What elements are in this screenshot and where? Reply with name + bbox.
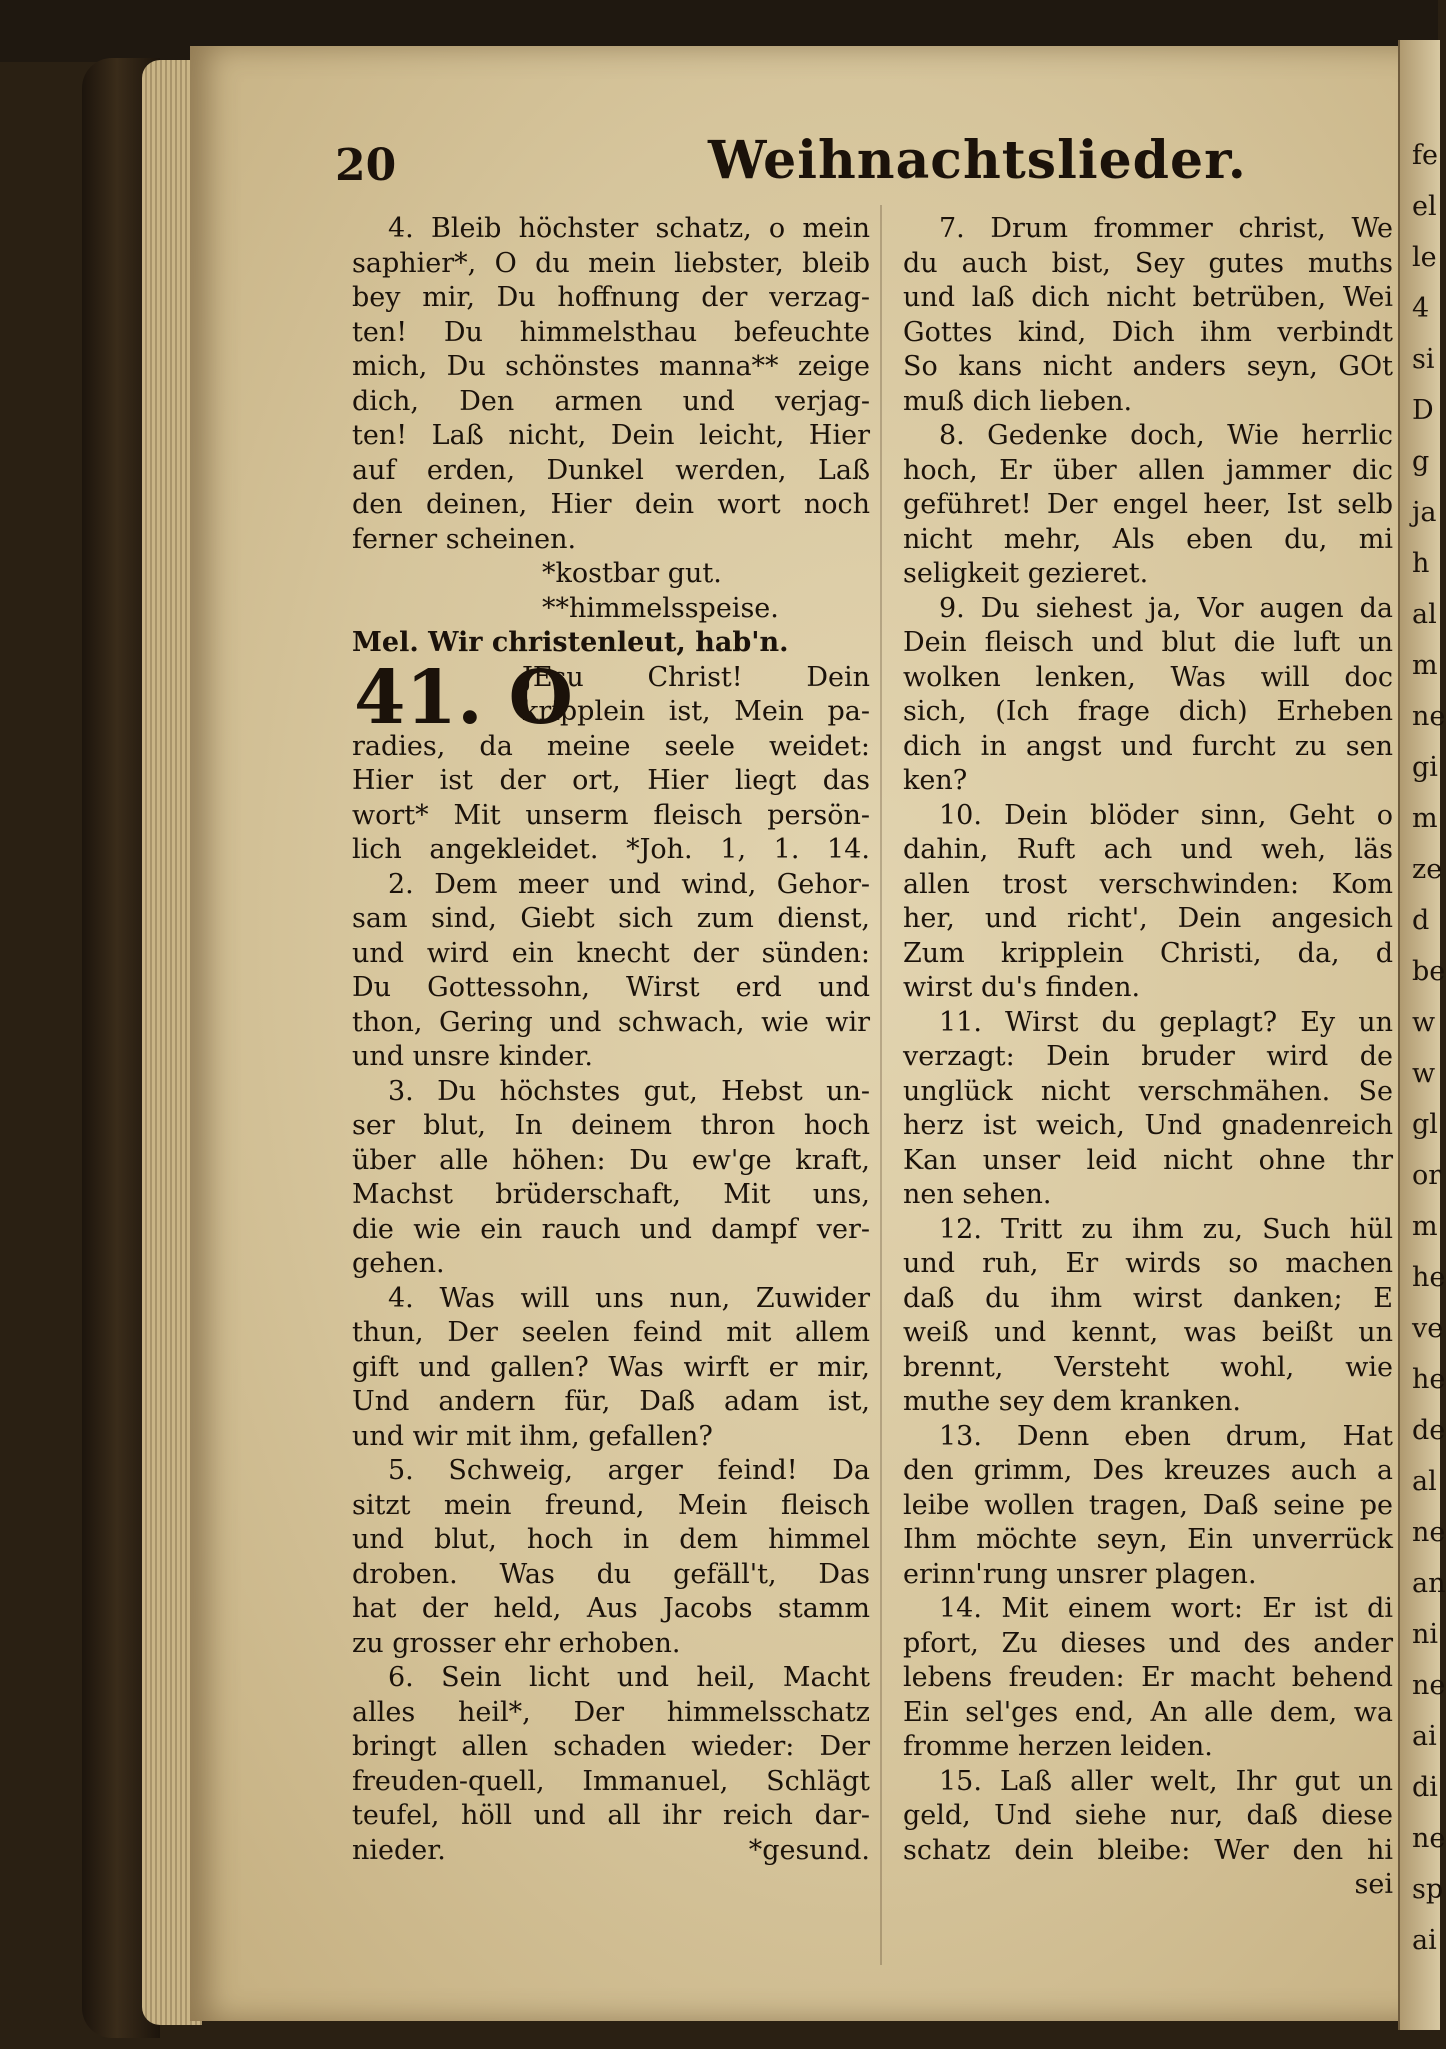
text-line: radies, da meine seele weidet:: [352, 730, 870, 762]
next-page-fragment: fe: [1412, 140, 1438, 171]
text-line: droben. Was du gefäll't, Das: [352, 1558, 870, 1590]
text-line: ferner scheinen.: [352, 523, 577, 555]
right-column: [903, 212, 1393, 1903]
text-line: sam sind, Giebt sich zum dienst,: [352, 903, 870, 934]
text-line: 15. Laß aller welt, Ihr gut un: [939, 1765, 1393, 1797]
text-line: Machst brüderschaft, Mit uns,: [352, 1179, 870, 1210]
text-line: zu grosser ehr erhoben.: [352, 1627, 681, 1659]
text-line: ser blut, In deinem thron hoch: [352, 1110, 870, 1141]
next-page-fragment: gi: [1412, 752, 1438, 783]
text-line: 9. Du siehest ja, Vor augen da: [939, 592, 1393, 624]
text-line: teufel, höll und all ihr reich dar-: [352, 1800, 870, 1831]
text-line: So kans nicht anders seyn, GOt: [903, 351, 1393, 382]
text-line: Zum kripplein Christi, da, d: [903, 937, 1393, 969]
text-line: 11. Wirst du geplagt? Ey un: [939, 1006, 1393, 1038]
text-line: auf erden, Dunkel werden, Laß: [352, 454, 870, 486]
text-line: 10. Dein blöder sinn, Geht o: [939, 799, 1393, 831]
next-page-fragment: w: [1412, 1007, 1436, 1038]
text-line: 14. Mit einem wort: Er ist di: [939, 1593, 1393, 1624]
text-line: 6. Sein licht und heil, Macht: [388, 1662, 870, 1693]
next-page-fragment: ai: [1412, 1721, 1437, 1752]
text-line: dich, Den armen und verjag-: [352, 385, 870, 417]
text-line: Dein fleisch und blut die luft un: [903, 627, 1393, 658]
text-line: unglück nicht verschmähen. Se: [903, 1075, 1393, 1107]
next-page-fragment: h: [1412, 548, 1430, 579]
text-line: Du Gottessohn, Wirst erd und: [352, 972, 870, 1003]
text-line: ten! Du himmelsthau befeuchte: [352, 316, 870, 348]
text-line: und unsre kinder.: [352, 1041, 593, 1072]
hymn-40-ending: [352, 212, 870, 557]
text-line: sich, (Ich frage dich) Erheben: [903, 696, 1393, 727]
text-line: ken?: [903, 765, 968, 796]
text-line: den grimm, Des kreuzes auch a: [903, 1455, 1393, 1486]
next-page-fragment: he: [1412, 1262, 1446, 1293]
text-line: 12. Tritt zu ihm zu, Such hül: [939, 1213, 1393, 1245]
text-line: 4. Was will uns nun, Zuwider: [388, 1282, 870, 1314]
text-line: 13. Denn eben drum, Hat: [939, 1420, 1393, 1452]
next-page-fragment: le: [1412, 242, 1437, 273]
next-page-fragment: g: [1412, 446, 1430, 477]
text-line: und ruh, Er wirds so machen: [903, 1248, 1393, 1279]
text-line: du auch bist, Sey gutes muths: [903, 247, 1393, 279]
next-page-fragment: ne: [1412, 1823, 1446, 1854]
text-line: gehen.: [352, 1248, 445, 1279]
text-line: her, und richt', Dein angesich: [903, 903, 1393, 934]
next-page-fragment: be: [1412, 956, 1446, 987]
text-line: Hier ist der ort, Hier liegt das: [352, 765, 870, 796]
text-line: sei: [1354, 1869, 1393, 1900]
text-line: 2. Dem meer und wind, Gehor-: [388, 868, 870, 900]
next-page-fragment: di: [1412, 1772, 1438, 1803]
text-line: pfort, Zu dieses und des ander: [903, 1627, 1393, 1659]
text-line: leibe wollen tragen, Daß seine pe: [903, 1489, 1393, 1521]
text-line: muthe sey dem kranken.: [903, 1386, 1241, 1417]
next-page-fragment: d: [1412, 905, 1430, 936]
text-line: Und andern für, Daß adam ist,: [352, 1386, 870, 1417]
next-page-fragment: 4: [1412, 293, 1430, 324]
next-page-fragment: m: [1412, 1211, 1438, 1242]
text-line: und blut, hoch in dem himmel: [352, 1524, 870, 1555]
text-line: nieder. *gesund.: [352, 1834, 870, 1866]
next-page-fragment: m: [1412, 803, 1438, 834]
text-line: thun, Der seelen feind mit allem: [352, 1317, 870, 1348]
text-line: 4. Bleib höchster schatz, o mein: [388, 213, 870, 244]
text-line: Kan unser leid nicht ohne thr: [903, 1144, 1393, 1176]
text-line: dahin, Ruft ach und weh, läs: [903, 834, 1393, 865]
text-line: die wie ein rauch und dampf ver-: [352, 1213, 870, 1245]
next-page-fragment: al: [1412, 1466, 1437, 1497]
next-page-fragment: or: [1412, 1160, 1442, 1191]
footnote: **himmelsspeise.: [542, 592, 779, 624]
text-line: freuden-quell, Immanuel, Schlägt: [352, 1765, 870, 1797]
hymn-41: [352, 654, 870, 1869]
next-page-fragment: he: [1412, 1364, 1446, 1395]
text-line: mich, Du schönstes manna** zeige: [352, 351, 870, 382]
text-line: 8. Gedenke doch, Wie herrlic: [939, 420, 1393, 451]
text-line: 7. Drum frommer christ, We: [939, 213, 1393, 244]
next-page-fragment: ne: [1412, 1517, 1446, 1548]
column-divider: [880, 205, 882, 1965]
next-page-fragment: gl: [1412, 1109, 1438, 1140]
next-page-fragment: de: [1412, 1415, 1446, 1446]
text-line: thon, Gering und schwach, wie wir: [352, 1006, 870, 1038]
next-page-fragment: ve: [1412, 1313, 1444, 1344]
text-line: 3. Du höchstes gut, Hebst un-: [388, 1075, 870, 1107]
next-page-fragment: ne: [1412, 701, 1446, 732]
text-line: über alle höhen: Du ew'ge kraft,: [352, 1144, 870, 1176]
next-page-fragment: el: [1412, 191, 1437, 222]
text-line: und laß dich nicht betrüben, Wei: [903, 282, 1393, 313]
next-page-fragment: sp: [1412, 1874, 1444, 1905]
text-line: Ihm möchte seyn, Ein unverrück: [903, 1524, 1393, 1555]
text-line: kripplein ist, Mein pa-: [522, 696, 870, 727]
text-line: hat der held, Aus Jacobs stamm: [352, 1593, 870, 1624]
text-line: 5. Schweig, arger feind! Da: [388, 1455, 870, 1486]
next-page-fragment: ni: [1412, 1619, 1439, 1650]
text-line: ten! Laß nicht, Dein leicht, Hier: [352, 420, 870, 451]
next-page-fragment: ai: [1412, 1925, 1437, 1956]
text-line: hoch, Er über allen jammer dic: [903, 454, 1393, 486]
text-line: saphier*, O du mein liebster, bleib: [352, 247, 870, 279]
text-line: weiß und kennt, was beißt un: [903, 1317, 1393, 1348]
text-line: schatz dein bleibe: Wer den hi: [903, 1834, 1393, 1866]
text-line: muß dich lieben.: [903, 385, 1133, 417]
running-head: Weihnachtslieder.: [708, 130, 1247, 191]
text-line: wirst du's finden.: [903, 972, 1141, 1003]
hymn-number-dropcap: 41. O: [354, 654, 573, 741]
text-line: verzagt: Dein bruder wird de: [903, 1041, 1393, 1072]
text-line: gift und gallen? Was wirft er mir,: [352, 1351, 870, 1383]
text-line: daß du ihm wirst danken; E: [903, 1282, 1393, 1314]
text-line: bey mir, Du hoffnung der verzag-: [352, 282, 870, 313]
footnote: *kostbar gut.: [542, 558, 722, 589]
text-line: dich in angst und furcht zu sen: [903, 730, 1393, 762]
next-page-fragment: ja: [1412, 497, 1437, 528]
next-page-fragment: ze: [1412, 854, 1443, 885]
text-line: nen sehen.: [903, 1179, 1052, 1210]
text-line: herz ist weich, Und gnadenreich: [903, 1110, 1393, 1141]
text-line: allen trost verschwinden: Kom: [903, 868, 1393, 900]
next-page-fragment: al: [1412, 599, 1437, 630]
melody-indication: Mel. Wir christenleut, hab'n.: [352, 627, 789, 658]
text-line: wort* Mit unserm fleisch persön-: [352, 799, 870, 831]
left-column: [352, 212, 870, 1868]
text-line: seligkeit gezieret.: [903, 558, 1149, 589]
text-line: erinn'rung unsrer plagen.: [903, 1558, 1257, 1590]
text-line: nicht mehr, Als eben du, mi: [903, 523, 1393, 555]
text-line: lebens freuden: Er macht behend: [903, 1662, 1393, 1693]
text-line: und wir mit ihm, gefallen?: [352, 1420, 713, 1452]
next-page-fragment: an: [1412, 1568, 1446, 1599]
text-line: geld, Und siehe nur, daß diese: [903, 1800, 1393, 1831]
page-number: 20: [335, 140, 397, 191]
text-line: und wird ein knecht der sünden:: [352, 937, 870, 969]
text-line: JEsu Christ! Dein: [522, 661, 870, 693]
text-line: lich angekleidet. *Joh. 1, 1. 14.: [352, 834, 870, 865]
next-page-fragment: m: [1412, 650, 1438, 681]
text-line: alles heil*, Der himmelsschatz: [352, 1696, 870, 1728]
text-line: wolken lenken, Was will doc: [903, 661, 1393, 693]
next-page-fragment: w: [1412, 1058, 1436, 1089]
text-line: Ein sel'ges end, An alle dem, wa: [903, 1696, 1393, 1728]
next-page-fragment: si: [1412, 344, 1435, 375]
text-line: geführet! Der engel heer, Ist selb: [903, 489, 1393, 520]
text-line: Gottes kind, Dich ihm verbindt: [903, 316, 1393, 348]
text-line: den deinen, Hier dein wort noch: [352, 489, 870, 520]
text-line: fromme herzen leiden.: [903, 1731, 1213, 1762]
next-page-fragment: D: [1412, 395, 1434, 426]
next-page-fragment: ne: [1412, 1670, 1446, 1701]
text-line: brennt, Versteht wohl, wie: [903, 1351, 1393, 1383]
text-line: bringt allen schaden wieder: Der: [352, 1731, 870, 1762]
text-line: sitzt mein freund, Mein fleisch: [352, 1489, 870, 1521]
